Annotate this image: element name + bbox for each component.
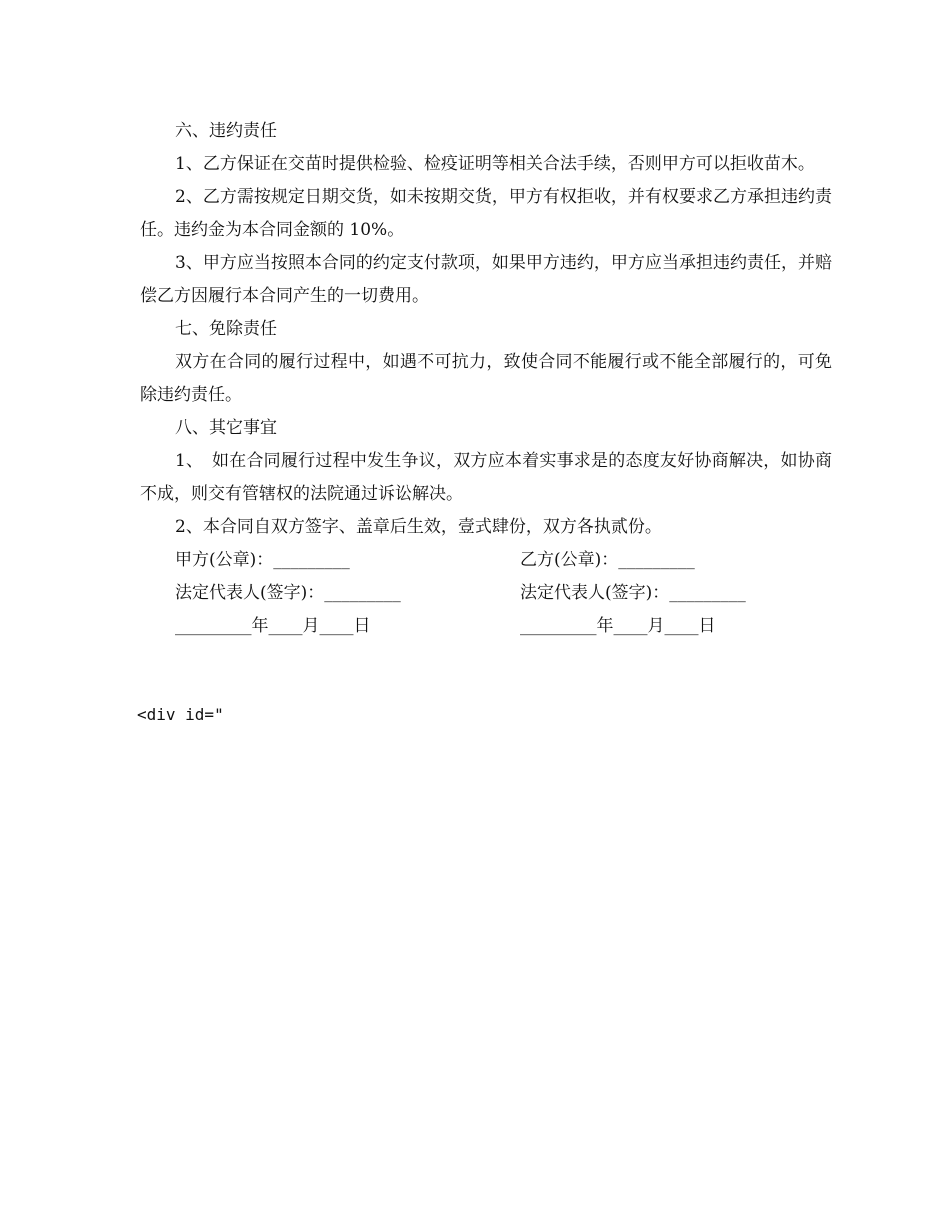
clause-misc-1: 1、 如在合同履行过程中发生争议，双方应本着实事求是的态度友好协商解决，如协商不成，则交有管辖权的法院通过诉讼解决。 (140, 451, 832, 504)
section-heading-exemption: 七、免除责任 (175, 319, 277, 339)
party-a-seal-line: 甲方(公章)：_________ (175, 550, 350, 570)
section-heading-misc: 八、其它事宜 (175, 418, 277, 438)
clause-breach-1: 1、乙方保证在交苗时提供检验、检疫证明等相关合法手续，否则甲方可以拒收苗木。 (175, 154, 815, 174)
signature-row-date (140, 610, 832, 643)
section-heading-breach: 六、违约责任 (175, 121, 277, 141)
stray-markup-text: <div id=" (137, 705, 224, 724)
party-b-date-line: _________年____月____日 (520, 616, 716, 636)
clause-breach-3: 3、甲方应当按照本合同的约定支付款项，如果甲方违约，甲方应当承担违约责任，并赔偿乙方因履行本合同产生的一切费用。 (140, 253, 832, 306)
signature-row-seal (140, 544, 832, 577)
clause-misc-2: 2、本合同自双方签字、盖章后生效，壹式肆份，双方各执贰份。 (175, 517, 662, 537)
clause-breach-2: 2、乙方需按规定日期交货，如未按期交货，甲方有权拒收，并有权要求乙方承担违约责任。违约金为本合同金额的 10%。 (140, 187, 832, 240)
contract-body (140, 115, 832, 643)
party-a-date-line: _________年____月____日 (175, 616, 371, 636)
party-b-representative-line: 法定代表人(签字)：_________ (520, 583, 746, 603)
signature-row-representative (140, 577, 832, 610)
party-a-representative-line: 法定代表人(签字)：_________ (175, 583, 401, 603)
party-b-seal-line: 乙方(公章)：_________ (520, 550, 695, 570)
clause-exemption: 双方在合同的履行过程中，如遇不可抗力，致使合同不能履行或不能全部履行的，可免除违约责任。 (140, 352, 832, 405)
